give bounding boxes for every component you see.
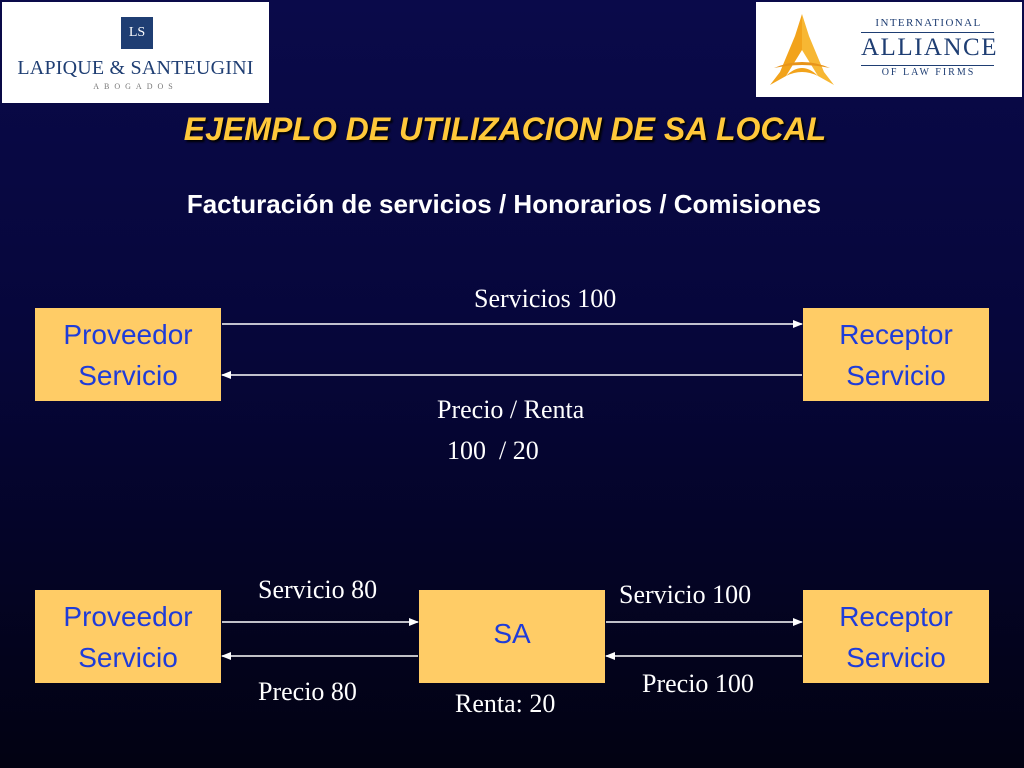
top-receptor-line1: Receptor [839,318,953,350]
ls-monogram: LS [121,17,153,49]
top-back-label-line1: Precio / Renta [437,395,585,424]
bottom-provider-line1: Proveedor [63,600,193,632]
top-provider-line2: Servicio [78,359,178,391]
bottom-left-forward-label: Servicio 80 [258,575,378,604]
slide-title: EJEMPLO DE UTILIZACION DE SA LOCAL [183,111,827,147]
sa-note: Renta: 20 [455,689,556,718]
top-provider-node [35,308,221,401]
alliance-line3: OF LAW FIRMS [881,67,976,78]
firm-name: LAPIQUE & SANTEUGINI [17,57,254,79]
bottom-provider-node [35,590,221,683]
bottom-provider-line2: Servicio [78,641,178,673]
bottom-left-back-label: Precio 80 [258,677,357,706]
alliance-line2: ALLIANCE [861,34,998,61]
alliance-line1: INTERNATIONAL [875,17,982,29]
top-forward-label: Servicios 100 [474,284,617,313]
firm-subtitle: ABOGADOS [93,82,178,91]
bottom-receptor-line1: Receptor [839,600,953,632]
sa-label: SA [493,618,531,649]
bottom-right-back-label: Precio 100 [642,669,754,698]
top-provider-line1: Proveedor [63,318,193,350]
top-receptor-line2: Servicio [846,359,946,391]
bottom-right-forward-label: Servicio 100 [619,580,752,609]
bottom-receptor-node [803,590,989,683]
bottom-receptor-line2: Servicio [846,641,946,673]
top-back-label-line2: 100 / 20 [447,436,539,465]
slide-subtitle: Facturación de servicios / Honorarios / Comisiones [186,189,822,219]
sa-node [419,590,605,683]
top-receptor-node [803,308,989,401]
